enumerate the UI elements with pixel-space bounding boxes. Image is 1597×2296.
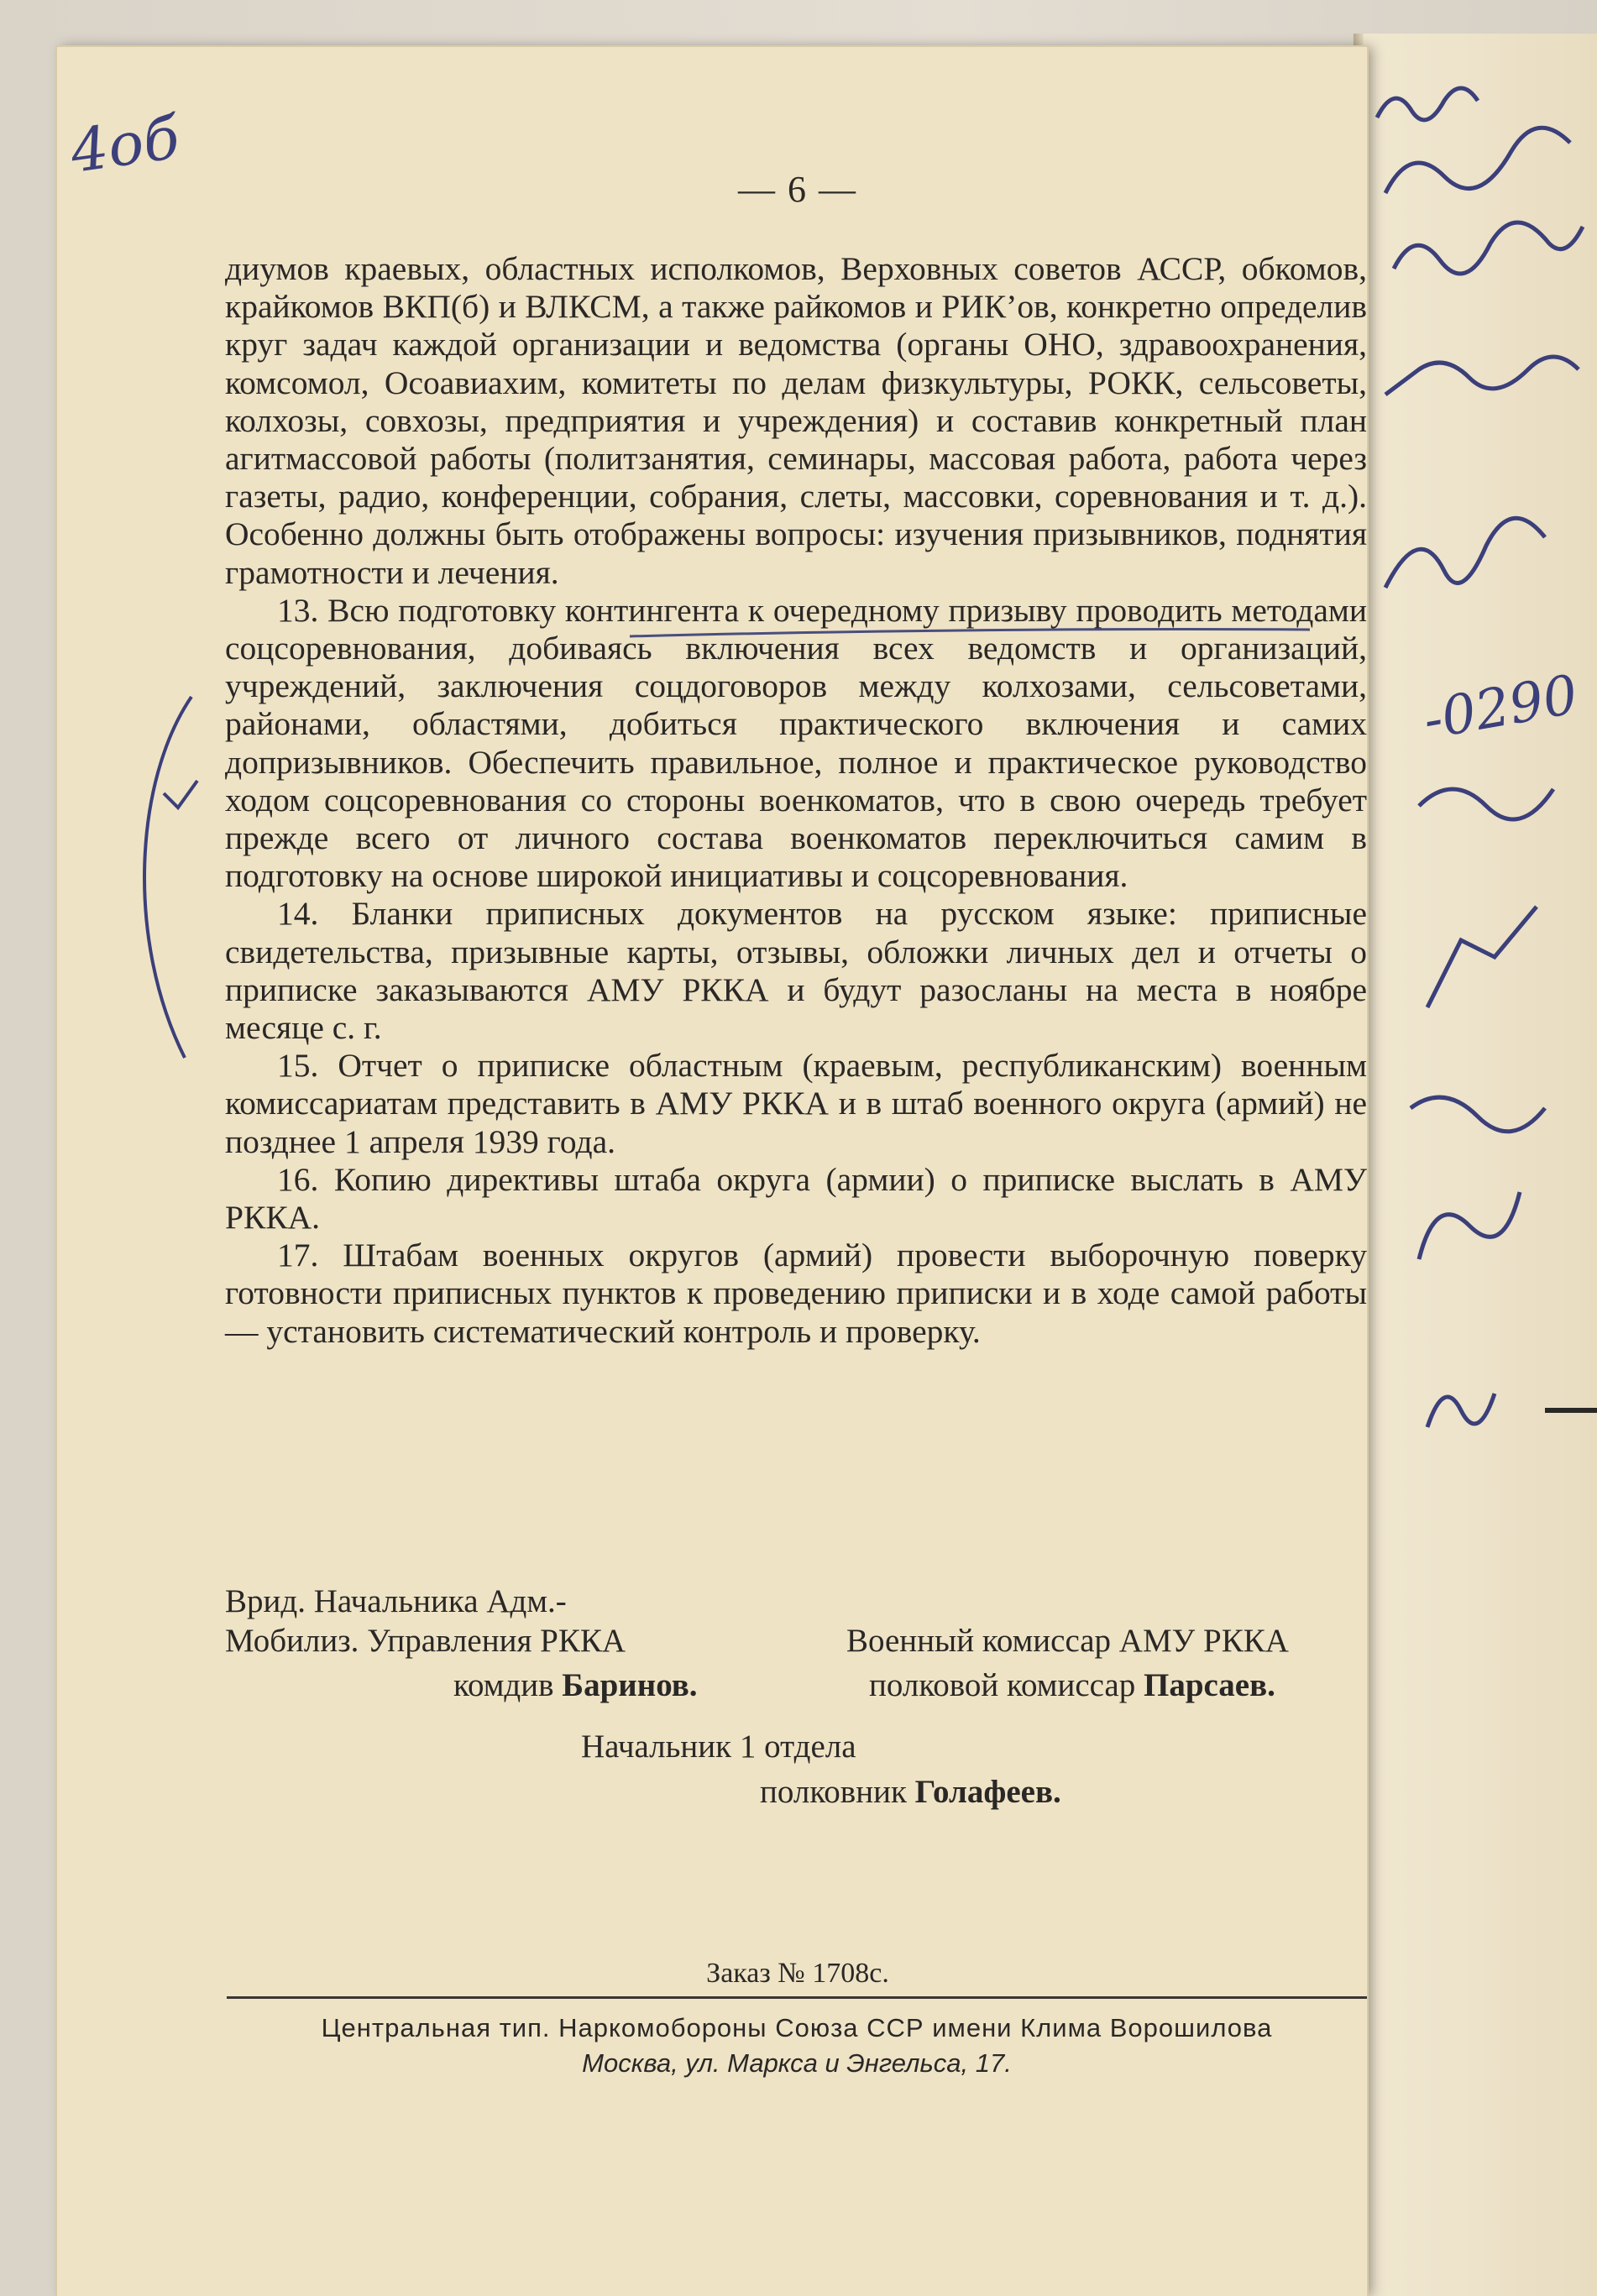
signature-left-name: Баринов. bbox=[562, 1667, 698, 1703]
printer-imprint: Центральная тип. Наркомобороны Союза ССР имени Клима Ворошилова bbox=[321, 2013, 1273, 2042]
document-body bbox=[225, 250, 1367, 1351]
page-number: — 6 — bbox=[738, 169, 857, 210]
signature-left-name-line bbox=[453, 1666, 698, 1704]
department-head-name-line bbox=[760, 1773, 1061, 1811]
department-head-title: Начальник 1 отдела bbox=[581, 1729, 856, 1765]
paragraph-14: 14. Бланки приписных документов на русском языке: приписные свидетельства, призывные карты, отзывы, обложки личных дел и отчеты о приписке заказываются АМУ РККА и будут разосланы на места в ноябре месяце с. г. bbox=[225, 895, 1367, 1047]
archive-page-note: 4об bbox=[65, 102, 184, 186]
signature-right-name: Парсаев. bbox=[1144, 1667, 1275, 1703]
paragraph-17: 17. Штабам военных округов (армий) провести выборочную поверку готовности приписных пунктов к проведению приписки и в ходе самой работы — установить систематический контроль и проверку. bbox=[225, 1237, 1367, 1350]
footer-divider bbox=[227, 1996, 1367, 1999]
signature-left-title-line-2: Мобилиз. Управления РККА bbox=[225, 1623, 626, 1659]
order-number: Заказ № 1708с. bbox=[706, 1958, 889, 1989]
signature-right-title: Военный комиссар АМУ РККА bbox=[846, 1623, 1289, 1659]
adjacent-page-edge bbox=[1354, 34, 1597, 2296]
department-head-name: Голафеев. bbox=[914, 1774, 1061, 1810]
paragraph-13: 13. Всю подготовку контингента к очередному призыву проводить методами соцсоревнования, добиваясь включения всех ведомств и организаций, учреждений, заключения соцдоговоров между колхозами, сельсоветами, районами, областями, добиться практического включения и самих допризывников. Обеспечить правильное, полное и практическое руководство ходом соцсоревнования со стороны военкоматов, что в свою очередь требует прежде всего от личного состава военкоматов переключиться самим в подготовку на основе широкой инициативы и соцсоревнования. bbox=[225, 591, 1367, 895]
signature-left-rank: комдив bbox=[453, 1667, 554, 1703]
paragraph-15: 15. Отчет о приписке областным (краевым, республиканским) военным комиссариатам представить в АМУ РККА и в штаб военного округа (армий) не позднее 1 апреля 1939 года. bbox=[225, 1047, 1367, 1160]
paragraph-16: 16. Копию директивы штаба округа (армии) о приписке выслать в АМУ РККА. bbox=[225, 1160, 1367, 1237]
signature-left-title-line-1: Врид. Начальника Адм.- bbox=[225, 1583, 567, 1619]
paragraph-0: диумов краевых, областных исполкомов, Верховных советов АССР, обкомов, крайкомов ВКП(б) и ВЛКСМ, а также райкомов и РИК’ов, конкретно определив круг задач каждой организации и ведомства (органы ОНО, здравоохранения, комсомол, Осоавиахим, комитеты по делам физкультуры, РОКК, сельсоветы, колхозы, совхозы, предприятия и учреждения) и составив конкретный план агитмассовой работы (политзанятия, семинары, массовая работа, работа через газеты, радио, конференции, собрания, слеты, массовки, соревнования и т. д.). Особенно должны быть отображены вопросы: изучения призывников, поднятия грамотности и лечения. bbox=[225, 250, 1367, 591]
department-head-rank: полковник bbox=[760, 1774, 907, 1810]
signature-right-name-line bbox=[869, 1666, 1275, 1704]
signature-right-rank: полковой комиссар bbox=[869, 1667, 1136, 1703]
printer-address: Москва, ул. Маркса и Энгельса, 17. bbox=[582, 2048, 1012, 2078]
outgoing-number-note: -0290 bbox=[1418, 663, 1583, 752]
